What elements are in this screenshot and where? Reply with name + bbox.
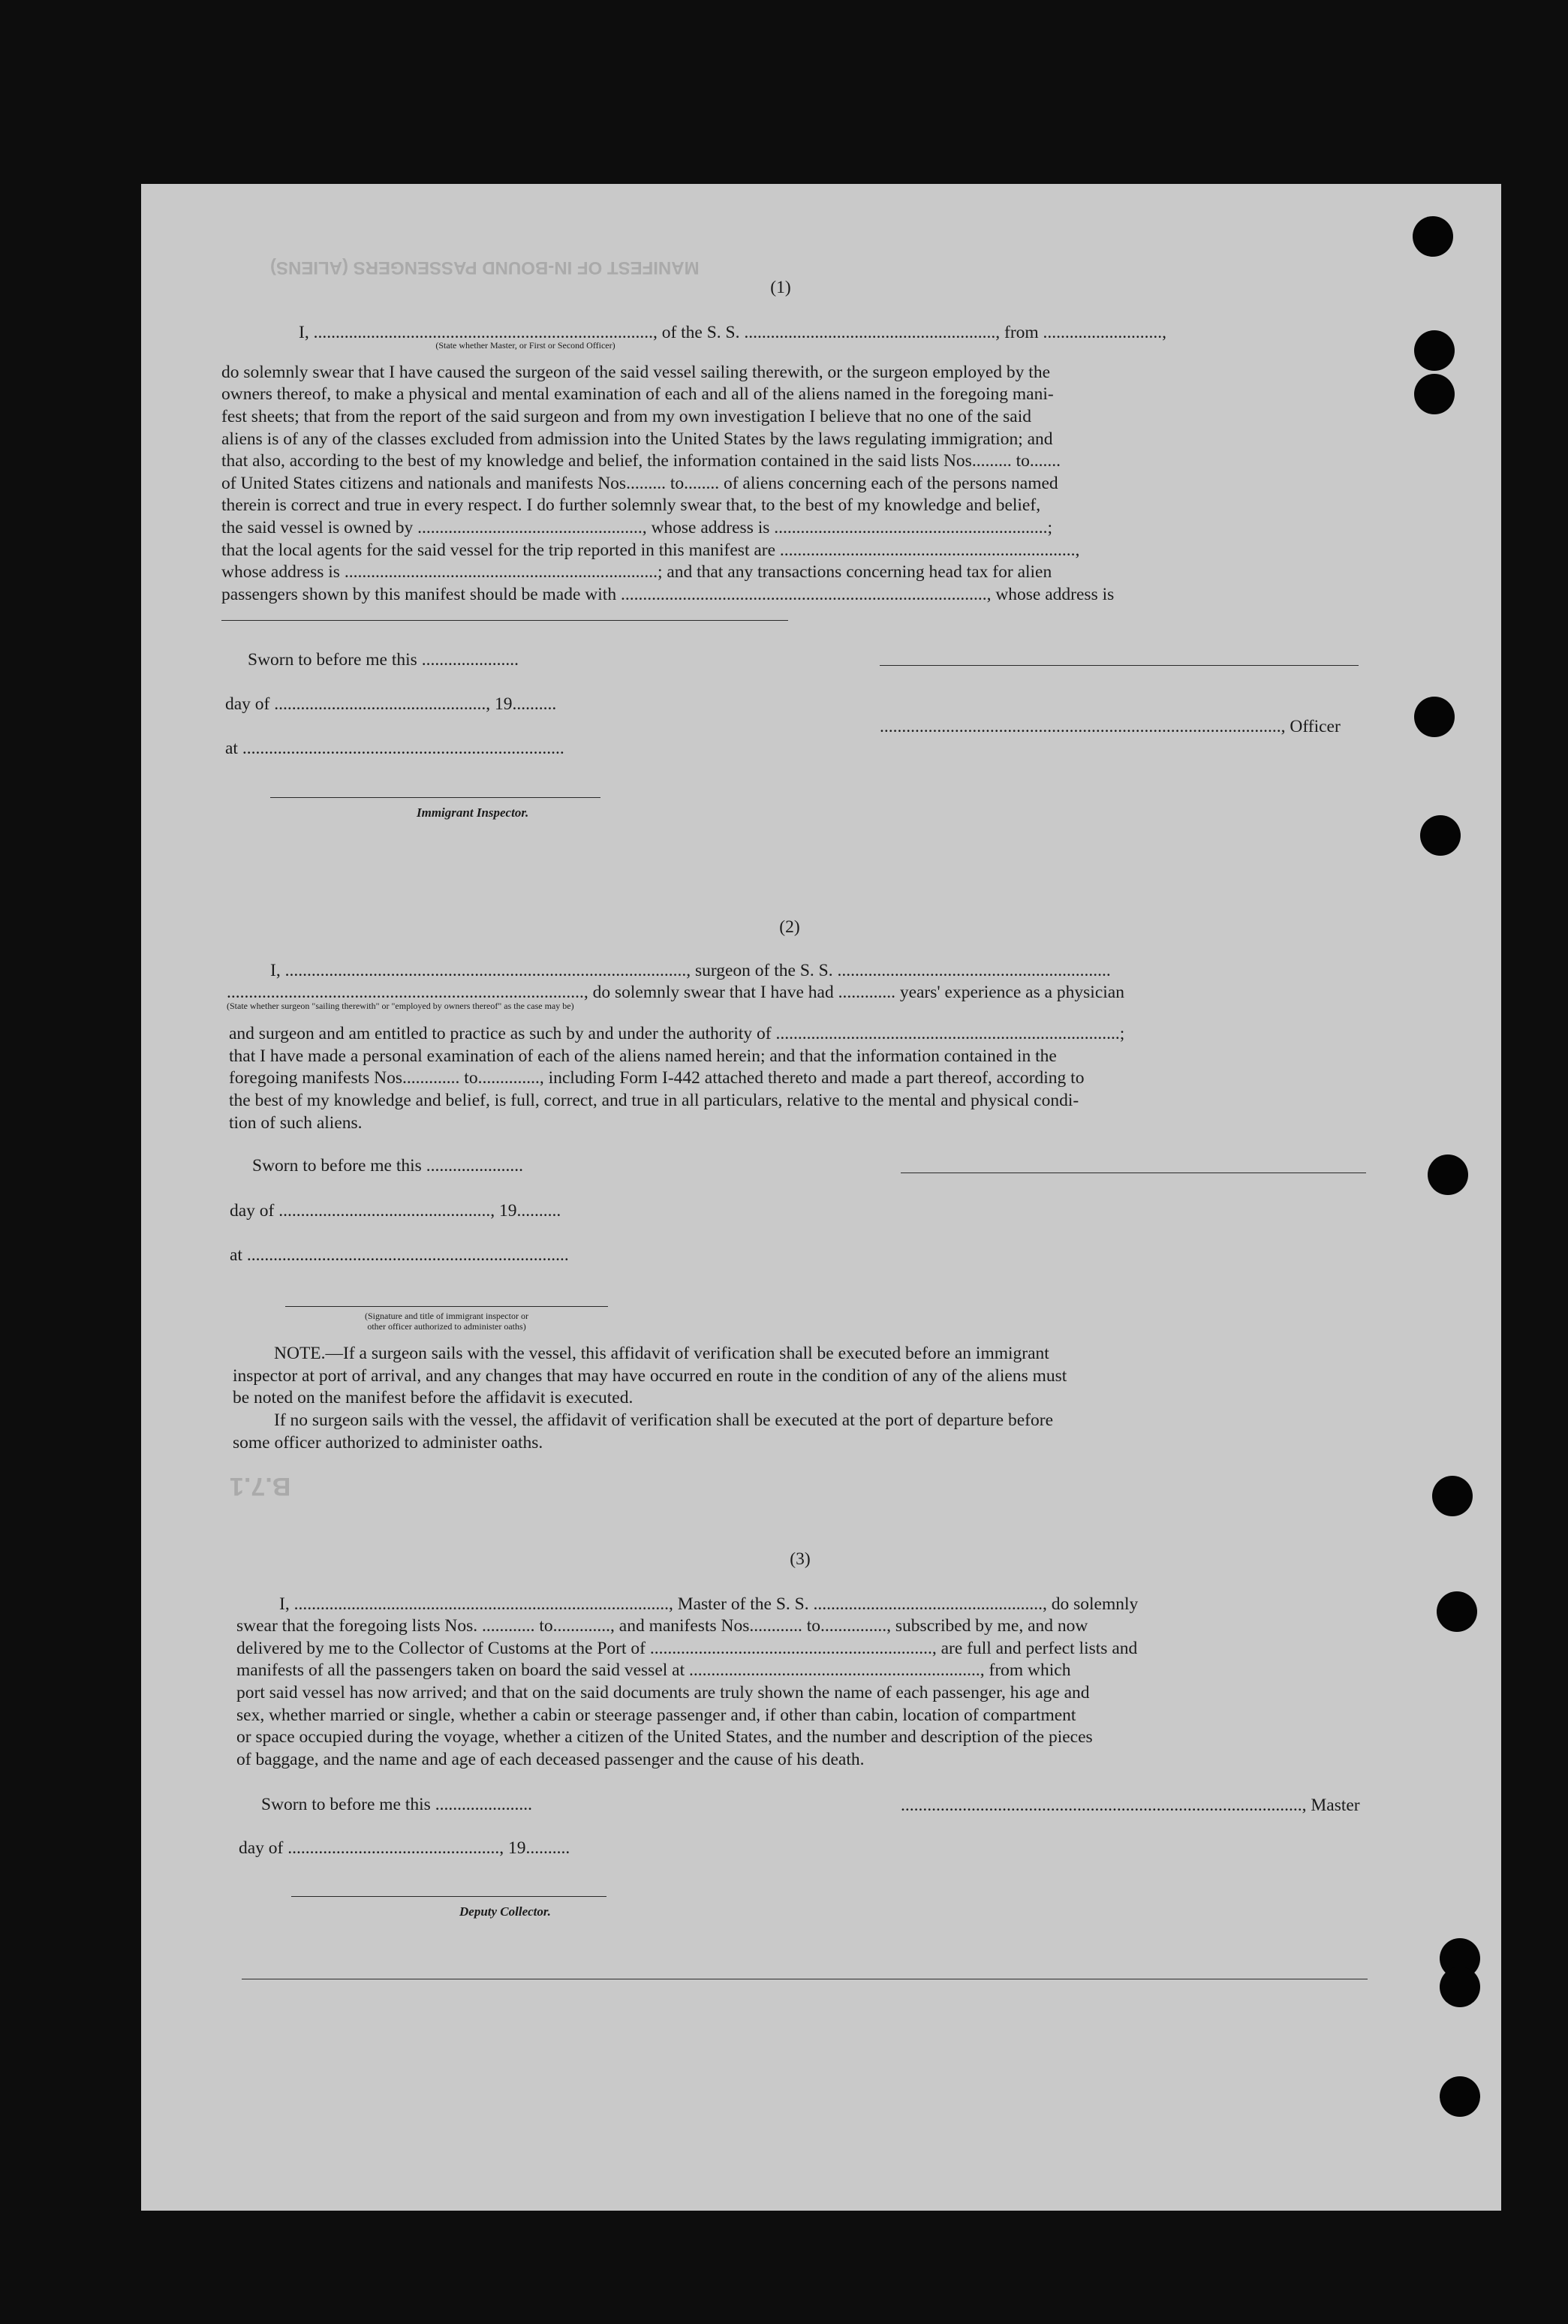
- body-line: that I have made a personal examination of each of the aliens named herein; and that the information contained in the: [229, 1046, 1057, 1066]
- sworn-line: Sworn to before me this ......................: [261, 1795, 532, 1814]
- signature-caption: (Signature and title of immigrant inspector or: [365, 1311, 528, 1321]
- punch-hole: [1440, 2076, 1480, 2117]
- officer-signature-line: ..........................................................................................., Officer: [880, 717, 1341, 736]
- signature-caption: other officer authorized to administer oaths): [367, 1321, 526, 1332]
- body-line: whose address is .......................................................................; and that any transactions concerning head tax for alien: [221, 562, 1052, 582]
- inspector-signature-caption: Immigrant Inspector.: [417, 805, 529, 820]
- oath-line: ................................................................................., do solemnly swear that I have had ............. years' experience as a physician: [227, 983, 1124, 1002]
- body-line: of United States citizens and nationals and manifests Nos......... to........ of aliens concerning each of the persons named: [221, 474, 1058, 493]
- body-line: that also, according to the best of my knowledge and belief, the information contained in the said lists Nos......... to.......: [221, 451, 1061, 471]
- punch-hole: [1432, 1476, 1473, 1516]
- body-line: swear that the foregoing lists Nos. ............ to............., and manifests Nos............ to..............., subscribed by me, and now: [236, 1616, 1088, 1636]
- note-line: some officer authorized to administer oaths.: [233, 1433, 543, 1452]
- body-line: owners thereof, to make a physical and mental examination of each and all of the aliens named in the foregoing mani-: [221, 384, 1054, 404]
- punch-hole: [1413, 216, 1453, 257]
- section-number: (2): [779, 917, 800, 937]
- day-line: day of ................................................, 19..........: [225, 694, 557, 714]
- oath-line: I, ..........................................................................................., surgeon of the S. S. ..............................................................: [270, 961, 1111, 980]
- day-line: day of ................................................, 19..........: [239, 1838, 570, 1858]
- section-number: (3): [790, 1549, 811, 1569]
- note-line: be noted on the manifest before the affidavit is executed.: [233, 1388, 634, 1407]
- punch-hole: [1414, 330, 1455, 371]
- collector-signature-caption: Deputy Collector.: [459, 1904, 551, 1919]
- punch-hole: [1428, 1154, 1468, 1195]
- body-line: I, ....................................................................................., Master of the S. S. ...................................................., do solemnly: [279, 1594, 1139, 1614]
- body-line: the best of my knowledge and belief, is full, correct, and true in all particulars, relative to the mental and physical condi-: [229, 1091, 1079, 1110]
- day-line: day of ................................................, 19..........: [230, 1201, 561, 1221]
- sworn-line: Sworn to before me this ......................: [248, 650, 519, 670]
- note-line: inspector at port of arrival, and any changes that may have occurred en route in the condition of any of the aliens must: [233, 1366, 1067, 1386]
- body-line: do solemnly swear that I have caused the surgeon of the said vessel sailing therewith, or the surgeon employed by the: [221, 363, 1051, 382]
- punch-hole: [1440, 1967, 1480, 2007]
- body-line: manifests of all the passengers taken on board the said vessel at .................................................................., from which: [236, 1660, 1071, 1680]
- punch-hole: [1437, 1591, 1477, 1632]
- master-signature-line: ..........................................................................................., Master: [901, 1796, 1360, 1815]
- body-line: therein is correct and true in every respect. I do further solemnly swear that, to the best of my knowledge and belief,: [221, 495, 1041, 515]
- field-caption: (State whether surgeon "sailing therewith" or "employed by owners thereof" as the case may be): [227, 1001, 574, 1011]
- field-caption: (State whether Master, or First or Second Officer): [435, 340, 615, 351]
- bleed-through-header: MANIFEST OF IN-BOUND PASSENGERS (ALIENS): [270, 257, 700, 278]
- bleed-through-stamp: B.7.1: [230, 1472, 291, 1501]
- note-line: NOTE.—If a surgeon sails with the vessel, this affidavit of verification shall be executed before an immigrant: [274, 1344, 1049, 1363]
- punch-hole: [1420, 815, 1461, 856]
- punch-hole: [1414, 697, 1455, 737]
- body-line: port said vessel has now arrived; and that on the said documents are truly shown the name of each passenger, his age and: [236, 1683, 1090, 1702]
- body-line: and surgeon and am entitled to practice as such by and under the authority of ..............................................................................;: [229, 1024, 1125, 1043]
- body-line: delivered by me to the Collector of Customs at the Port of ................................................................, are full and perfect lists and: [236, 1639, 1138, 1658]
- section-number: (1): [770, 278, 791, 297]
- at-line: at .........................................................................: [230, 1245, 569, 1265]
- body-line: passengers shown by this manifest should be made with ..................................................................................., whose address is: [221, 585, 1115, 604]
- body-line: tion of such aliens.: [229, 1113, 363, 1133]
- punch-hole: [1414, 374, 1455, 414]
- body-line: fest sheets; that from the report of the said surgeon and from my own investigation I believe that no one of the said: [221, 407, 1031, 426]
- body-line: foregoing manifests Nos............. to.............., including Form I-442 attached thereto and made a part thereof, according to: [229, 1068, 1085, 1088]
- body-line: or space occupied during the voyage, whether a citizen of the United States, and the number and description of the pieces: [236, 1727, 1093, 1747]
- oath-line: I, ............................................................................., of the S. S. ........................................................., from ...........................,: [299, 323, 1167, 342]
- at-line: at .........................................................................: [225, 739, 564, 758]
- body-line: aliens is of any of the classes excluded from admission into the United States by the laws regulating immigration; and: [221, 429, 1053, 449]
- body-line: that the local agents for the said vessel for the trip reported in this manifest are ...................................................................,: [221, 540, 1080, 560]
- body-line: the said vessel is owned by ..................................................., whose address is ..............................................................;: [221, 518, 1053, 537]
- sworn-line: Sworn to before me this ......................: [252, 1156, 523, 1176]
- body-line: sex, whether married or single, whether a cabin or steerage passenger and, if other than cabin, location of compartment: [236, 1705, 1076, 1725]
- note-line: If no surgeon sails with the vessel, the affidavit of verification shall be executed at the port of departure before: [274, 1410, 1053, 1430]
- body-line: of baggage, and the name and age of each deceased passenger and the cause of his death.: [236, 1750, 865, 1769]
